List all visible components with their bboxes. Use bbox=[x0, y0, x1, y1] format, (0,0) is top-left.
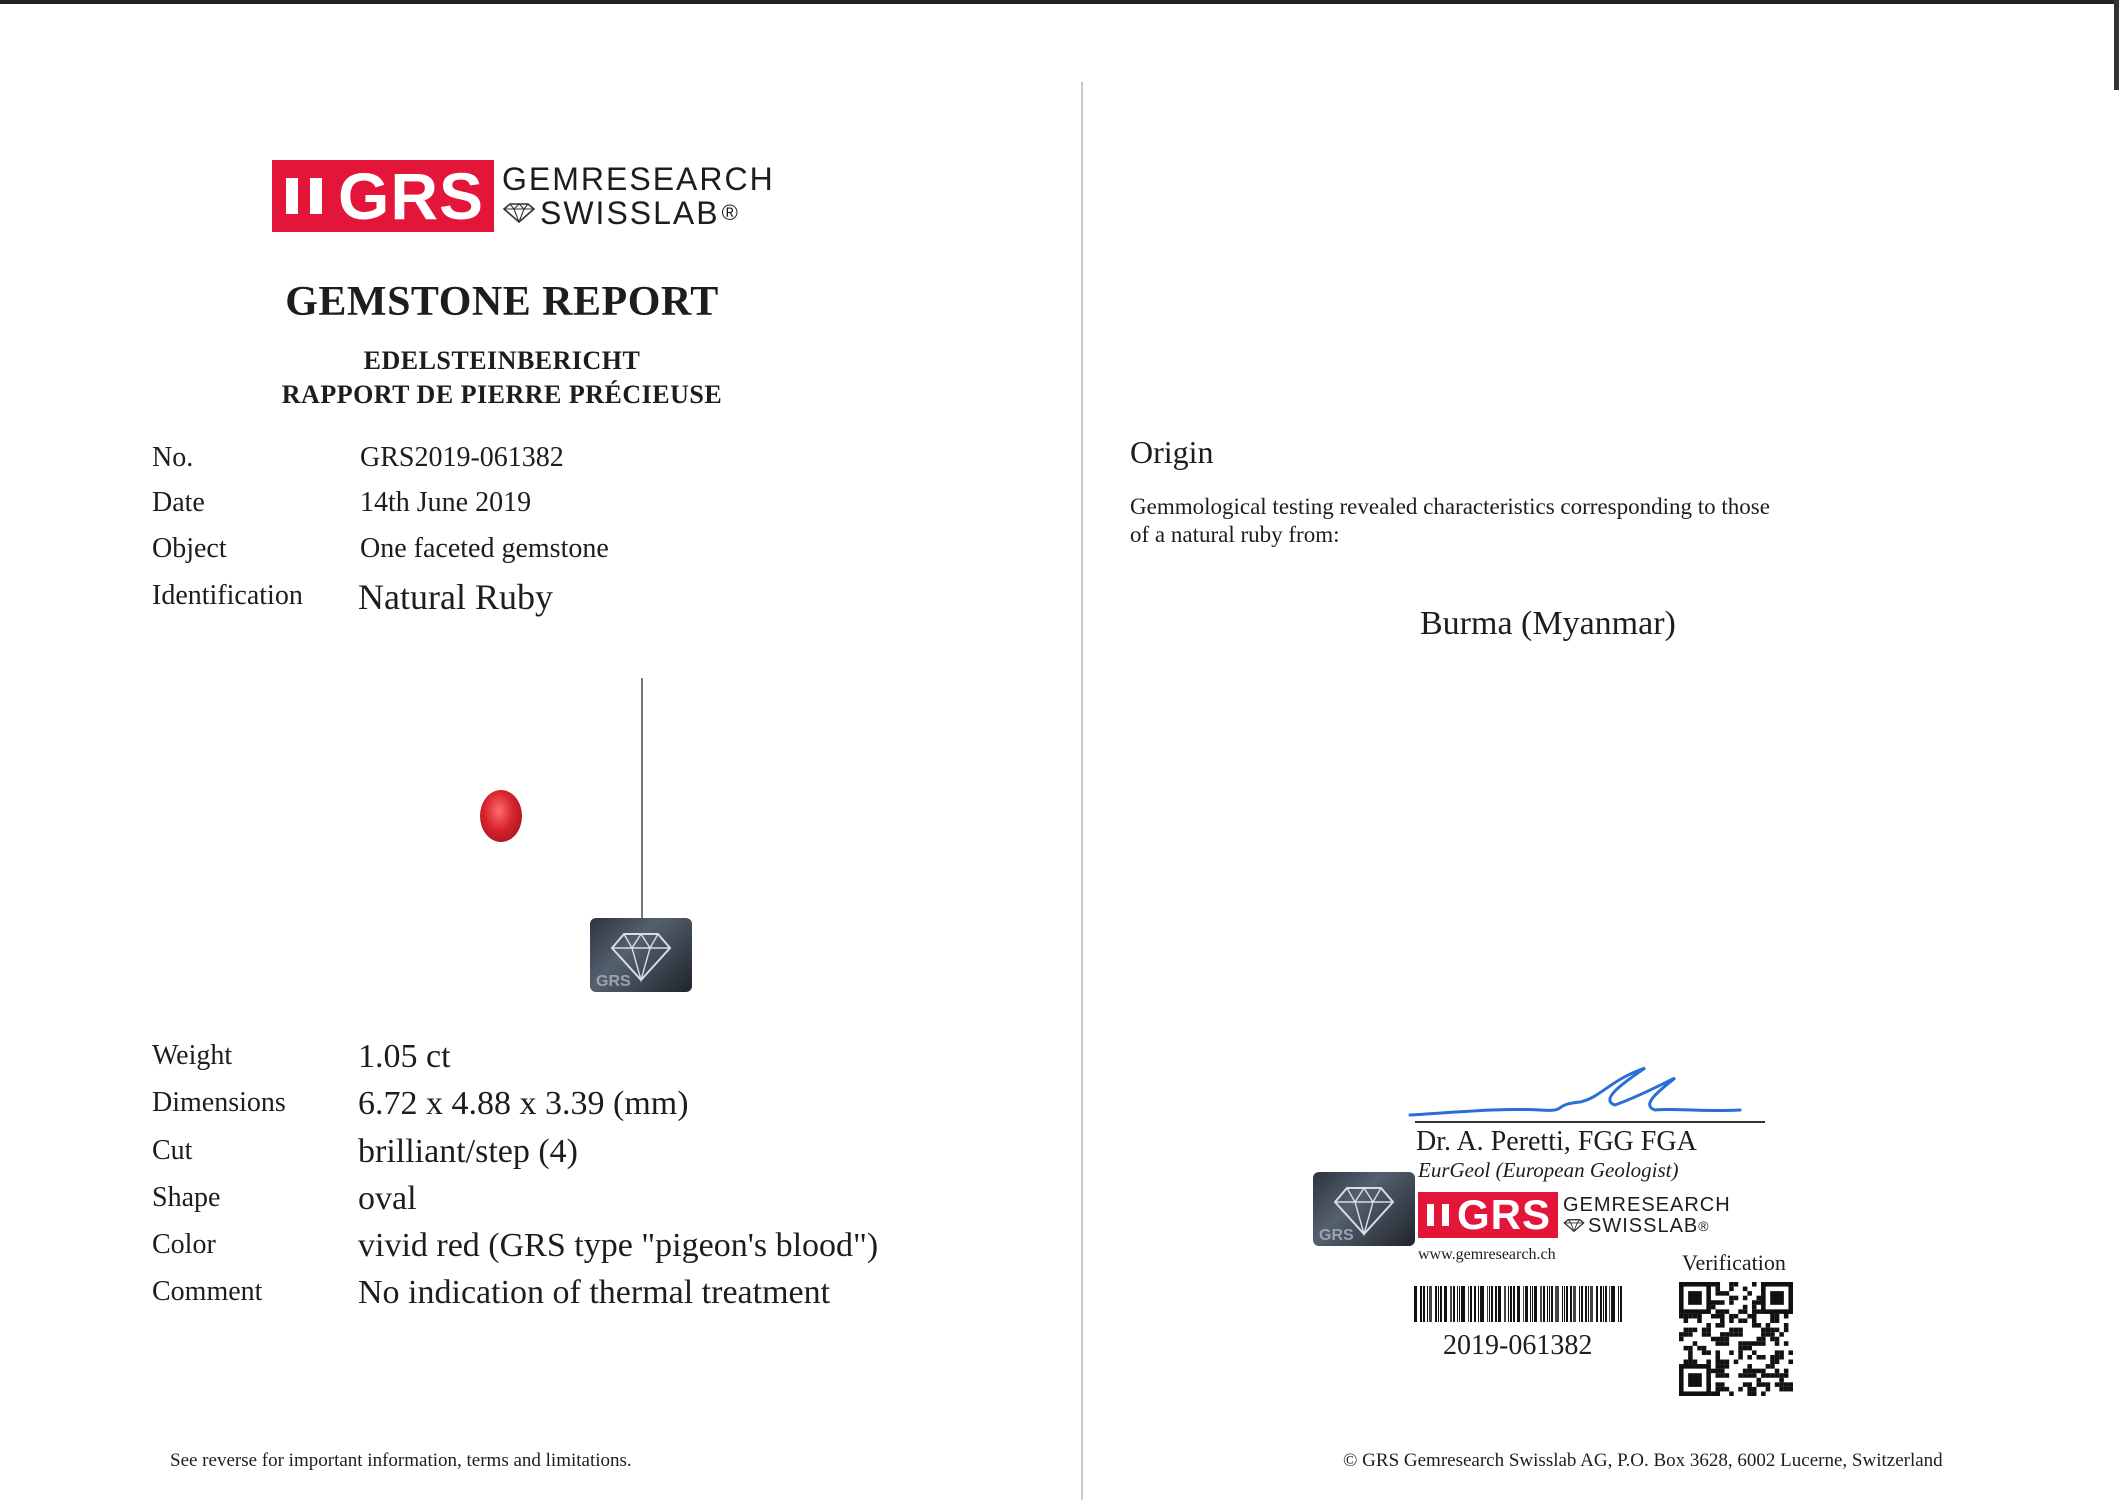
barcode-bar bbox=[1510, 1286, 1511, 1322]
barcode-bar bbox=[1540, 1286, 1541, 1322]
registered-mark: ® bbox=[1698, 1217, 1710, 1234]
barcode-bar bbox=[1423, 1286, 1425, 1322]
field-value-shape: oval bbox=[358, 1180, 417, 1217]
barcode-bar bbox=[1444, 1286, 1447, 1322]
grs-logo-mark bbox=[1418, 1192, 1558, 1238]
origin-country: Burma (Myanmar) bbox=[1420, 605, 1676, 642]
grs-hologram-sticker bbox=[590, 918, 692, 992]
barcode-bar bbox=[1603, 1286, 1604, 1322]
origin-heading: Origin bbox=[1130, 434, 1214, 470]
barcode-bar bbox=[1438, 1286, 1439, 1322]
diamond-icon bbox=[1563, 1219, 1585, 1232]
grs-logo-mark bbox=[272, 160, 494, 232]
barcode-bar bbox=[1543, 1286, 1545, 1322]
signature-scribble bbox=[1400, 1060, 1760, 1130]
barcode-bar bbox=[1517, 1286, 1520, 1322]
barcode-bar bbox=[1551, 1286, 1553, 1322]
barcode-bar bbox=[1611, 1286, 1614, 1322]
barcode-bar bbox=[1513, 1286, 1515, 1322]
grs-logo-text bbox=[1563, 1195, 1731, 1236]
barcode-bar bbox=[1564, 1286, 1565, 1322]
barcode-bar bbox=[1549, 1286, 1550, 1322]
barcode-bar bbox=[1453, 1286, 1455, 1322]
field-value-color: vivid red (GRS type "pigeon's blood") bbox=[358, 1227, 879, 1264]
field-value-dimensions: 6.72 x 4.88 x 3.39 (mm) bbox=[358, 1085, 689, 1122]
field-label-cut: Cut bbox=[152, 1135, 193, 1166]
barcode-bar bbox=[1585, 1286, 1586, 1322]
barcode-bar bbox=[1474, 1286, 1476, 1322]
barcode-bar bbox=[1498, 1286, 1501, 1322]
verification-label: Verification bbox=[1682, 1250, 1786, 1275]
field-label-date: Date bbox=[152, 487, 205, 518]
field-label-dimensions: Dimensions bbox=[152, 1087, 286, 1118]
field-value-object: One faceted gemstone bbox=[360, 533, 609, 564]
field-label-weight: Weight bbox=[152, 1040, 233, 1071]
barcode-bar bbox=[1508, 1286, 1509, 1322]
barcode-bar bbox=[1461, 1286, 1464, 1322]
report-title: GEMSTONE REPORT bbox=[285, 279, 719, 325]
swiss-flag-icon bbox=[1427, 1204, 1449, 1226]
barcode-bar bbox=[1579, 1286, 1580, 1322]
svg-text:GRS: GRS bbox=[596, 973, 631, 990]
swiss-flag-icon bbox=[286, 178, 322, 214]
barcode-bar bbox=[1618, 1286, 1619, 1322]
barcode-bar bbox=[1468, 1286, 1469, 1322]
barcode-bar bbox=[1596, 1286, 1598, 1322]
barcode-bar bbox=[1588, 1286, 1589, 1322]
barcode-bar bbox=[1435, 1286, 1436, 1322]
field-label-no: No. bbox=[152, 442, 194, 473]
gemstone-photo bbox=[480, 790, 522, 842]
barcode-bar bbox=[1547, 1286, 1548, 1322]
grs-mark-text: GRS bbox=[338, 159, 485, 233]
barcode-bar bbox=[1525, 1286, 1527, 1322]
page-edge bbox=[0, 0, 2119, 4]
barcode-bar bbox=[1605, 1286, 1607, 1322]
brand-line2: SWISSLAB bbox=[1588, 1214, 1699, 1237]
barcode-bar bbox=[1489, 1286, 1490, 1322]
field-value-comment: No indication of thermal treatment bbox=[358, 1274, 831, 1311]
barcode-bar bbox=[1600, 1286, 1601, 1322]
barcode-bar bbox=[1487, 1286, 1488, 1322]
report-subtitle-fr: RAPPORT DE PIERRE PRÉCIEUSE bbox=[281, 380, 723, 409]
barcode-bar bbox=[1457, 1286, 1458, 1322]
barcode-bar bbox=[1450, 1286, 1451, 1322]
brand-line1: GEMRESEARCH bbox=[502, 161, 775, 197]
grs-logo-small bbox=[1418, 1192, 1731, 1238]
barcode-bar bbox=[1420, 1286, 1421, 1322]
signature-line bbox=[1415, 1121, 1765, 1123]
report-subtitle-de: EDELSTEINBERICHT bbox=[363, 346, 641, 375]
diamond-icon bbox=[1313, 1172, 1415, 1246]
barcode-bar bbox=[1459, 1286, 1460, 1322]
registered-mark: ® bbox=[721, 200, 740, 225]
barcode-bar bbox=[1491, 1286, 1493, 1322]
barcode-bar bbox=[1573, 1286, 1576, 1322]
barcode-bar bbox=[1440, 1286, 1442, 1322]
barcode-bar bbox=[1566, 1286, 1568, 1322]
barcode-bar bbox=[1478, 1286, 1479, 1322]
field-label-shape: Shape bbox=[152, 1182, 221, 1213]
field-value-identification: Natural Ruby bbox=[358, 577, 553, 617]
field-value-cut: brilliant/step (4) bbox=[358, 1133, 579, 1170]
footer-note: See reverse for important information, terms and limitations. bbox=[170, 1450, 632, 1471]
origin-text-line2: of a natural ruby from: bbox=[1130, 522, 1340, 547]
barcode-bar bbox=[1523, 1286, 1524, 1322]
grs-hologram-sticker bbox=[1313, 1172, 1415, 1246]
field-label-object: Object bbox=[152, 533, 227, 564]
barcode-bar bbox=[1427, 1286, 1428, 1322]
barcode-bar bbox=[1609, 1286, 1610, 1322]
signatory-name: Dr. A. Peretti, FGG FGA bbox=[1416, 1126, 1697, 1157]
website-link[interactable]: www.gemresearch.ch bbox=[1418, 1246, 1556, 1263]
grs-mark-text: GRS bbox=[1457, 1191, 1552, 1238]
page-edge bbox=[2114, 0, 2119, 90]
barcode-number: 2019-061382 bbox=[1443, 1330, 1593, 1361]
origin-text-line1: Gemmological testing revealed characteristics corresponding to those bbox=[1130, 494, 1770, 519]
hologram-wire bbox=[641, 678, 643, 926]
svg-text:GRS: GRS bbox=[1319, 1227, 1354, 1244]
barcode-bar bbox=[1530, 1286, 1531, 1322]
field-label-color: Color bbox=[152, 1229, 216, 1260]
barcode-bar bbox=[1534, 1286, 1537, 1322]
page-fold bbox=[1081, 82, 1083, 1500]
barcode-bar bbox=[1581, 1286, 1583, 1322]
diamond-icon bbox=[502, 203, 536, 223]
barcode-bar bbox=[1429, 1286, 1432, 1322]
field-label-comment: Comment bbox=[152, 1276, 263, 1307]
grs-logo-text bbox=[502, 163, 775, 229]
barcode-bar bbox=[1414, 1286, 1417, 1322]
barcode-bar bbox=[1504, 1286, 1506, 1322]
barcode-bar bbox=[1562, 1286, 1563, 1322]
brand-line2: SWISSLAB bbox=[540, 195, 720, 231]
grs-logo bbox=[272, 160, 775, 232]
signatory-title: EurGeol (European Geologist) bbox=[1418, 1158, 1679, 1182]
diamond-icon bbox=[590, 918, 692, 992]
field-value-date: 14th June 2019 bbox=[360, 487, 532, 518]
barcode-bar bbox=[1570, 1286, 1571, 1322]
field-value-no: GRS2019-061382 bbox=[360, 442, 564, 473]
barcode-bar bbox=[1590, 1286, 1593, 1322]
barcode-bar bbox=[1470, 1286, 1472, 1322]
field-label-identification: Identification bbox=[152, 580, 303, 611]
barcode-bar bbox=[1620, 1286, 1622, 1322]
barcode-bar bbox=[1480, 1286, 1483, 1322]
barcode-bar bbox=[1532, 1286, 1533, 1322]
verification-qr-code[interactable] bbox=[1679, 1282, 1793, 1396]
report-barcode bbox=[1414, 1286, 1636, 1322]
barcode-bar bbox=[1555, 1286, 1558, 1322]
field-value-weight: 1.05 ct bbox=[358, 1038, 451, 1075]
brand-line1: GEMRESEARCH bbox=[1563, 1193, 1731, 1216]
footer-copyright: © GRS Gemresearch Swisslab AG, P.O. Box 3628, 6002 Lucerne, Switzerland bbox=[1343, 1450, 1943, 1471]
barcode-bar bbox=[1495, 1286, 1496, 1322]
